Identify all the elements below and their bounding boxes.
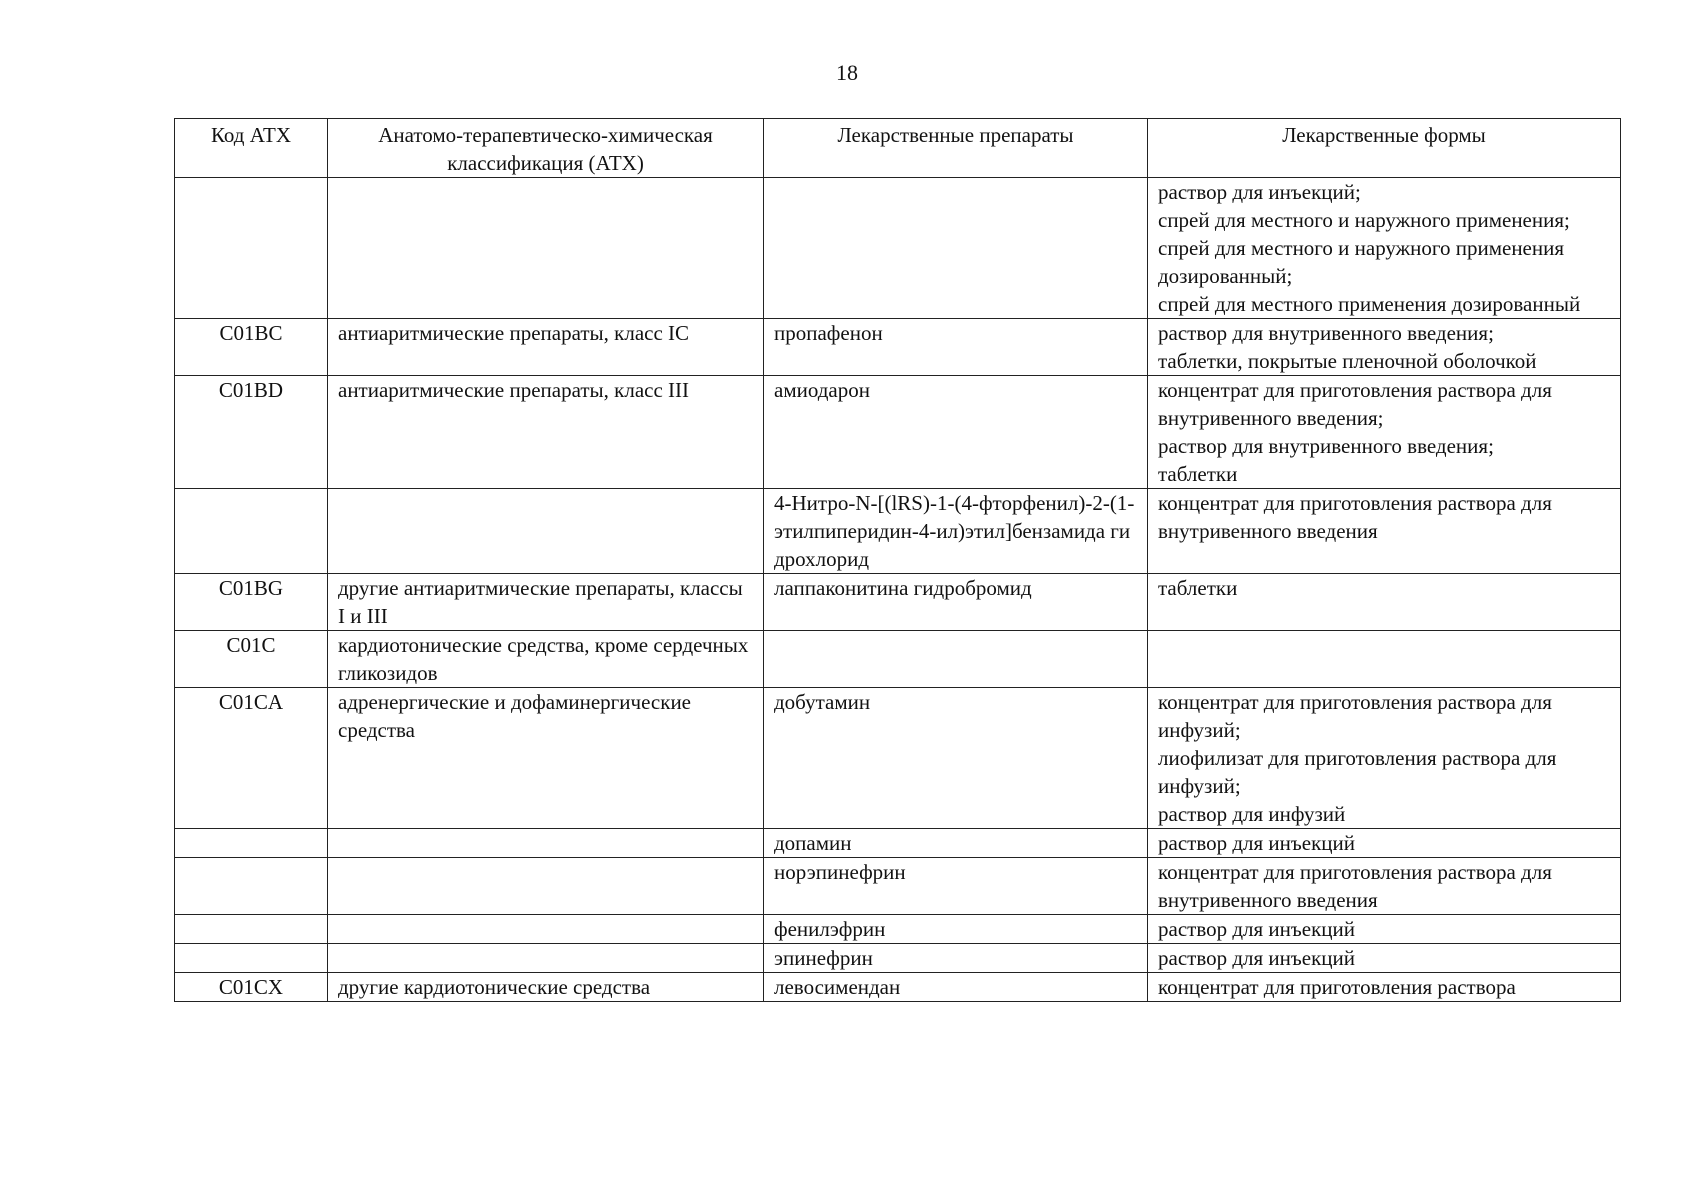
table-row <box>175 376 1621 489</box>
table-row <box>175 319 1621 376</box>
drug-cell: лаппаконитина гидробромид <box>764 574 1148 631</box>
forms-cell <box>1148 688 1621 829</box>
atc-code-cell: C01CA <box>175 688 328 829</box>
atc-class-cell: другие кардиотонические средства <box>328 973 764 1002</box>
atc-code-cell: C01CX <box>175 973 328 1002</box>
form-line: раствор для инъекций; <box>1158 180 1361 204</box>
header-atc-code: Код АТХ <box>175 119 328 178</box>
form-line: спрей для местного и наружного применения; <box>1158 208 1570 232</box>
form-line: концентрат для приготовления раствора для внутривенного введения <box>1158 491 1552 543</box>
atc-class-cell <box>328 858 764 915</box>
drug-cell: левосимендан <box>764 973 1148 1002</box>
forms-cell <box>1148 829 1621 858</box>
form-line: раствор для инъекций <box>1158 946 1355 970</box>
form-line: спрей для местного и наружного применения дозированный; <box>1158 236 1565 288</box>
form-line: спрей для местного применения дозированный <box>1158 292 1581 316</box>
atc-class-cell: антиаритмические препараты, класс III <box>328 376 764 489</box>
form-line: концентрат для приготовления раствора <box>1158 975 1516 999</box>
forms-cell <box>1148 489 1621 574</box>
drug-cell <box>764 631 1148 688</box>
drug-cell: добутамин <box>764 688 1148 829</box>
table-row <box>175 858 1621 915</box>
table-row <box>175 631 1621 688</box>
header-atc-classification: Анатомо-терапевтическо-химическая классификация (АТХ) <box>328 119 764 178</box>
atc-class-cell <box>328 829 764 858</box>
atc-code-cell <box>175 178 328 319</box>
atc-class-cell <box>328 944 764 973</box>
forms-cell <box>1148 376 1621 489</box>
atc-class-cell: адренергические и дофаминергические средства <box>328 688 764 829</box>
atc-code-cell <box>175 858 328 915</box>
drug-cell: допамин <box>764 829 1148 858</box>
atc-code-cell <box>175 944 328 973</box>
form-line: концентрат для приготовления раствора для внутривенного введения <box>1158 860 1552 912</box>
atc-code-cell <box>175 915 328 944</box>
form-line: таблетки <box>1158 576 1238 600</box>
forms-cell <box>1148 915 1621 944</box>
atc-table <box>174 118 1621 1002</box>
atc-code-cell: C01BD <box>175 376 328 489</box>
drug-cell: фенилэфрин <box>764 915 1148 944</box>
form-line: лиофилизат для приготовления раствора для инфузий; <box>1158 746 1557 798</box>
forms-cell <box>1148 319 1621 376</box>
forms-cell <box>1148 944 1621 973</box>
table-row <box>175 688 1621 829</box>
form-line: раствор для инъекций <box>1158 917 1355 941</box>
atc-class-cell: антиаритмические препараты, класс IC <box>328 319 764 376</box>
page-number: 18 <box>836 60 858 85</box>
table-row <box>175 915 1621 944</box>
header-dosage-forms: Лекарственные формы <box>1148 119 1621 178</box>
atc-class-cell <box>328 178 764 319</box>
header-drugs: Лекарственные препараты <box>764 119 1148 178</box>
atc-code-cell <box>175 829 328 858</box>
forms-cell <box>1148 574 1621 631</box>
form-line: раствор для внутривенного введения; <box>1158 434 1494 458</box>
forms-cell <box>1148 973 1621 1002</box>
table-header-row <box>175 119 1621 178</box>
drug-cell: амиодарон <box>764 376 1148 489</box>
drug-cell: норэпинефрин <box>764 858 1148 915</box>
form-line: раствор для внутривенного введения; <box>1158 321 1494 345</box>
form-line: раствор для инъекций <box>1158 831 1355 855</box>
table-row <box>175 574 1621 631</box>
atc-class-cell <box>328 489 764 574</box>
form-line: таблетки <box>1158 462 1238 486</box>
table-row <box>175 489 1621 574</box>
forms-cell <box>1148 178 1621 319</box>
drug-cell <box>764 178 1148 319</box>
atc-code-cell: C01C <box>175 631 328 688</box>
atc-class-cell: кардиотонические средства, кроме сердечных гликозидов <box>328 631 764 688</box>
forms-cell <box>1148 858 1621 915</box>
form-line: концентрат для приготовления раствора для внутривенного введения; <box>1158 378 1552 430</box>
atc-code-cell: C01BG <box>175 574 328 631</box>
table-row <box>175 178 1621 319</box>
form-line: раствор для инфузий <box>1158 802 1346 826</box>
table-row <box>175 944 1621 973</box>
forms-cell <box>1148 631 1621 688</box>
form-line: таблетки, покрытые пленочной оболочкой <box>1158 349 1537 373</box>
drug-cell: пропафенон <box>764 319 1148 376</box>
drug-cell: 4-Нитро-N-[(lRS)-1-(4-фторфенил)-2-(1-этилпиперидин-4-ил)этил]бензамида гидрохлорид <box>764 489 1148 574</box>
drug-cell: эпинефрин <box>764 944 1148 973</box>
table-row <box>175 829 1621 858</box>
atc-code-cell <box>175 489 328 574</box>
atc-code-cell: C01BC <box>175 319 328 376</box>
form-line: концентрат для приготовления раствора для инфузий; <box>1158 690 1552 742</box>
table-row <box>175 973 1621 1002</box>
atc-class-cell: другие антиаритмические препараты, классы I и III <box>328 574 764 631</box>
atc-class-cell <box>328 915 764 944</box>
